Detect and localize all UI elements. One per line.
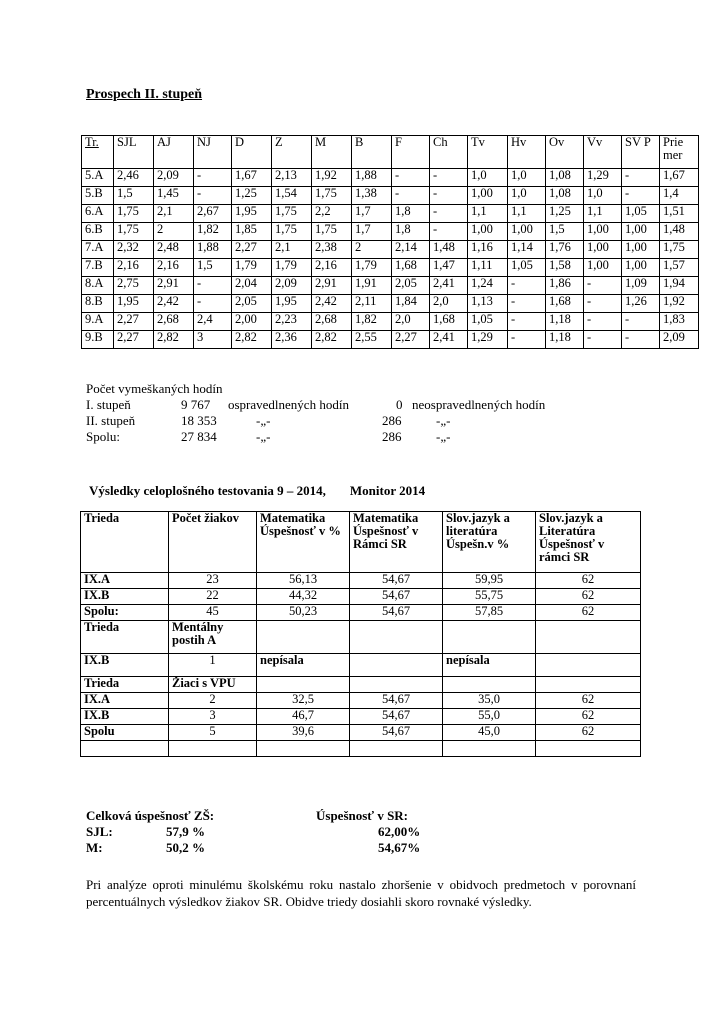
page-heading: Prospech II. stupeň: [86, 87, 203, 102]
column-header: SV P: [622, 136, 660, 169]
table-cell: [350, 654, 443, 677]
grade-cell: -: [584, 313, 622, 331]
grades-header-row: [82, 136, 699, 169]
table-cell: nepísala: [257, 654, 350, 677]
table-row: [81, 621, 641, 654]
grade-cell: 1,51: [660, 205, 699, 223]
absence-label: I. stupeň: [86, 397, 131, 412]
grade-cell: 3: [194, 331, 232, 349]
table-cell: 54,67: [350, 605, 443, 621]
grade-cell: 1,00: [468, 223, 508, 241]
grade-cell: 2,0: [430, 295, 468, 313]
grade-cell: 1,75: [312, 223, 352, 241]
grade-cell: 2,09: [660, 331, 699, 349]
grade-cell: 1,08: [546, 187, 584, 205]
grade-cell: 1,7: [352, 223, 392, 241]
grade-cell: 1,0: [584, 187, 622, 205]
grade-cell: 1,00: [508, 223, 546, 241]
grade-cell: 1,00: [622, 241, 660, 259]
table-row: [82, 205, 699, 223]
grade-cell: 1,25: [546, 205, 584, 223]
grade-cell: 2,75: [114, 277, 154, 295]
column-header: Ov: [546, 136, 584, 169]
grade-cell: -: [430, 223, 468, 241]
table-cell: [536, 677, 641, 693]
table-cell: 23: [169, 573, 257, 589]
absence-count: 27 834: [181, 429, 217, 444]
column-header: Vv: [584, 136, 622, 169]
grade-cell: 1,05: [468, 313, 508, 331]
table-cell: 22: [169, 589, 257, 605]
grade-cell: 1,75: [312, 187, 352, 205]
table-cell: IX.B: [81, 709, 169, 725]
grade-cell: 2: [154, 223, 194, 241]
grade-cell: 1,26: [622, 295, 660, 313]
class-cell: 6.B: [82, 223, 114, 241]
grade-cell: 2,91: [154, 277, 194, 295]
grade-cell: 1,79: [272, 259, 312, 277]
grade-cell: 2,27: [114, 313, 154, 331]
grade-cell: -: [508, 313, 546, 331]
grade-cell: 1,79: [232, 259, 272, 277]
absence-count2: 0: [396, 397, 403, 412]
absence-count2: 286: [382, 413, 402, 428]
table-cell: 50,23: [257, 605, 350, 621]
grade-cell: 2,1: [154, 205, 194, 223]
column-header: NJ: [194, 136, 232, 169]
grade-cell: 1,48: [660, 223, 699, 241]
grade-cell: 1,75: [660, 241, 699, 259]
table-cell: Spolu: [81, 725, 169, 741]
grade-cell: 1,88: [352, 169, 392, 187]
grade-cell: 2: [352, 241, 392, 259]
column-header: Tv: [468, 136, 508, 169]
class-cell: 9.A: [82, 313, 114, 331]
table-row: [81, 573, 641, 589]
absence-title: Počet vymeškaných hodín: [86, 381, 223, 396]
class-cell: 7.B: [82, 259, 114, 277]
grade-cell: 2,16: [154, 259, 194, 277]
grade-cell: 1,1: [508, 205, 546, 223]
empty-cell: [350, 741, 443, 757]
grade-cell: 2,82: [232, 331, 272, 349]
table-cell: 1: [169, 654, 257, 677]
grade-cell: -: [430, 205, 468, 223]
grade-cell: 1,5: [194, 259, 232, 277]
grade-cell: 1,95: [114, 295, 154, 313]
grade-cell: 2,67: [194, 205, 232, 223]
grade-cell: 2,46: [114, 169, 154, 187]
grade-cell: 1,54: [272, 187, 312, 205]
column-header: F: [392, 136, 430, 169]
testing-title: [89, 483, 425, 499]
table-cell: [350, 621, 443, 654]
grade-cell: 1,09: [622, 277, 660, 295]
table-row: [81, 512, 641, 573]
table-cell: Trieda: [81, 677, 169, 693]
grade-cell: 1,18: [546, 331, 584, 349]
table-cell: 54,67: [350, 573, 443, 589]
grade-cell: 1,91: [352, 277, 392, 295]
grade-cell: 1,94: [660, 277, 699, 295]
grade-cell: 1,08: [546, 169, 584, 187]
table-cell: 32,5: [257, 693, 350, 709]
absence-kind2: neospravedlnených hodín: [412, 397, 546, 412]
grade-cell: 2,11: [352, 295, 392, 313]
class-cell: 8.A: [82, 277, 114, 295]
table-cell: IX.B: [81, 654, 169, 677]
grade-cell: -: [430, 187, 468, 205]
grade-cell: 1,7: [352, 205, 392, 223]
absence-count2: 286: [382, 429, 402, 444]
grade-cell: 1,5: [546, 223, 584, 241]
grade-cell: -: [194, 295, 232, 313]
class-cell: 5.A: [82, 169, 114, 187]
grade-cell: -: [622, 169, 660, 187]
grade-cell: 2,1: [272, 241, 312, 259]
summary-label: SJL:: [86, 824, 113, 839]
table-row: [82, 331, 699, 349]
table-cell: Trieda: [81, 512, 169, 573]
grade-cell: -: [194, 169, 232, 187]
table-cell: [257, 677, 350, 693]
grade-cell: 2,2: [312, 205, 352, 223]
grade-cell: 1,00: [584, 241, 622, 259]
grade-cell: 2,48: [154, 241, 194, 259]
grade-cell: 1,14: [508, 241, 546, 259]
grade-cell: 2,42: [312, 295, 352, 313]
grade-cell: 2,23: [272, 313, 312, 331]
table-row: [81, 605, 641, 621]
grade-cell: -: [622, 187, 660, 205]
grade-cell: 1,05: [508, 259, 546, 277]
grade-cell: 2,14: [392, 241, 430, 259]
grade-cell: 2,68: [312, 313, 352, 331]
grade-cell: 1,67: [660, 169, 699, 187]
grades-table: [81, 135, 699, 349]
class-cell: 6.A: [82, 205, 114, 223]
summary-sr-title: Úspešnosť v SR:: [316, 808, 409, 823]
grade-cell: 2,82: [154, 331, 194, 349]
summary-value: 57,9 %: [166, 824, 205, 839]
column-header: B: [352, 136, 392, 169]
grade-cell: 1,00: [622, 223, 660, 241]
table-row: [81, 589, 641, 605]
grade-cell: -: [584, 277, 622, 295]
table-cell: Matematika Úspešnosť v %: [257, 512, 350, 573]
grade-cell: 2,68: [154, 313, 194, 331]
grade-cell: 1,00: [468, 187, 508, 205]
column-header: Tr.: [82, 136, 114, 169]
grade-cell: 2,0: [392, 313, 430, 331]
grade-cell: 1,68: [546, 295, 584, 313]
empty-cell: [257, 741, 350, 757]
empty-cell: [536, 741, 641, 757]
class-cell: 5.B: [82, 187, 114, 205]
class-cell: 8.B: [82, 295, 114, 313]
table-cell: Počet žiakov: [169, 512, 257, 573]
table-cell: IX.A: [81, 573, 169, 589]
column-header: Hv: [508, 136, 546, 169]
grade-cell: 1,92: [312, 169, 352, 187]
grade-cell: 1,4: [660, 187, 699, 205]
table-row: [82, 169, 699, 187]
absence-label: Spolu:: [86, 429, 120, 444]
testing-table: [80, 511, 641, 757]
grade-cell: 2,13: [272, 169, 312, 187]
grade-cell: 1,95: [232, 205, 272, 223]
grade-cell: 2,36: [272, 331, 312, 349]
grade-cell: 1,05: [622, 205, 660, 223]
absence-kind2: -„-: [436, 413, 451, 428]
grade-cell: 1,16: [468, 241, 508, 259]
table-cell: 39,6: [257, 725, 350, 741]
grade-cell: 1,57: [660, 259, 699, 277]
grade-cell: 1,8: [392, 205, 430, 223]
grade-cell: 2,16: [312, 259, 352, 277]
table-cell: Mentálny postih A: [169, 621, 257, 654]
grade-cell: 2,27: [392, 331, 430, 349]
table-cell: 45: [169, 605, 257, 621]
absence-count: 18 353: [181, 413, 217, 428]
grade-cell: 2,05: [392, 277, 430, 295]
grade-cell: -: [194, 277, 232, 295]
grade-cell: 2,05: [232, 295, 272, 313]
empty-cell: [443, 741, 536, 757]
table-cell: Spolu:: [81, 605, 169, 621]
grade-cell: 1,00: [622, 259, 660, 277]
grade-cell: 2,42: [154, 295, 194, 313]
grade-cell: -: [508, 295, 546, 313]
grade-cell: -: [392, 187, 430, 205]
table-cell: Slov.jazyk a literatúra Úspešn.v %: [443, 512, 536, 573]
table-row: [81, 709, 641, 725]
grade-cell: 2,00: [232, 313, 272, 331]
table-cell: 56,13: [257, 573, 350, 589]
summary-sr: 62,00%: [378, 824, 421, 839]
table-cell: nepísala: [443, 654, 536, 677]
table-cell: 62: [536, 725, 641, 741]
table-row: [82, 313, 699, 331]
grade-cell: 1,75: [114, 205, 154, 223]
grade-cell: 1,58: [546, 259, 584, 277]
grade-cell: -: [622, 331, 660, 349]
table-row: [82, 223, 699, 241]
column-header: Ch: [430, 136, 468, 169]
table-row: [82, 187, 699, 205]
grade-cell: 1,29: [584, 169, 622, 187]
grade-cell: -: [584, 295, 622, 313]
analysis-paragraph: Pri analýze oproti minulému školskému roku nastalo zhoršenie v obidvoch predmetoch v porovnaní percentuálnych výsledkov žiakov SR. Obidve triedy dosiahli skoro rovnaké výsledky.: [86, 877, 636, 909]
grade-cell: 1,68: [430, 313, 468, 331]
summary-label: M:: [86, 840, 103, 855]
table-cell: 54,67: [350, 693, 443, 709]
grade-cell: 1,95: [272, 295, 312, 313]
grade-cell: -: [508, 331, 546, 349]
table-cell: 54,67: [350, 589, 443, 605]
table-cell: 62: [536, 709, 641, 725]
summary-sr: 54,67%: [378, 840, 421, 855]
table-cell: 45,0: [443, 725, 536, 741]
grade-cell: 2,82: [312, 331, 352, 349]
grade-cell: 1,88: [194, 241, 232, 259]
grade-cell: 1,83: [660, 313, 699, 331]
grade-cell: 1,5: [114, 187, 154, 205]
table-cell: 2: [169, 693, 257, 709]
table-cell: 44,32: [257, 589, 350, 605]
grade-cell: 1,00: [584, 259, 622, 277]
grade-cell: 2,04: [232, 277, 272, 295]
table-row: [82, 259, 699, 277]
column-header: SJL: [114, 136, 154, 169]
grade-cell: 1,29: [468, 331, 508, 349]
table-cell: 59,95: [443, 573, 536, 589]
summary-school-title: Celková úspešnosť ZŠ:: [86, 808, 215, 823]
absence-kind: -„-: [256, 413, 271, 428]
table-cell: 62: [536, 605, 641, 621]
table-cell: 54,67: [350, 709, 443, 725]
table-row: [82, 241, 699, 259]
grade-cell: -: [508, 277, 546, 295]
grade-cell: 2,27: [114, 331, 154, 349]
absence-kind2: -„-: [436, 429, 451, 444]
table-cell: [443, 677, 536, 693]
table-cell: 62: [536, 573, 641, 589]
table-cell: Slov.jazyk a Literatúra Úspešnosť v rámci SR: [536, 512, 641, 573]
grade-cell: 1,86: [546, 277, 584, 295]
empty-cell: [169, 741, 257, 757]
table-cell: Matematika Úspešnosť v Rámci SR: [350, 512, 443, 573]
grade-cell: 2,09: [154, 169, 194, 187]
table-cell: [536, 621, 641, 654]
table-cell: 55,75: [443, 589, 536, 605]
grade-cell: 1,79: [352, 259, 392, 277]
grade-cell: 2,4: [194, 313, 232, 331]
table-cell: [257, 621, 350, 654]
grade-cell: 1,0: [468, 169, 508, 187]
testing-title-text: Výsledky celoplošného testovania 9 – 2014,: [89, 483, 326, 498]
table-cell: 54,67: [350, 725, 443, 741]
grade-cell: -: [622, 313, 660, 331]
table-cell: 3: [169, 709, 257, 725]
grade-cell: 1,25: [232, 187, 272, 205]
grade-cell: 1,67: [232, 169, 272, 187]
grade-cell: 2,38: [312, 241, 352, 259]
empty-cell: [81, 741, 169, 757]
grade-cell: 1,47: [430, 259, 468, 277]
summary-value: 50,2 %: [166, 840, 205, 855]
grade-cell: 1,76: [546, 241, 584, 259]
class-cell: 9.B: [82, 331, 114, 349]
grade-cell: 1,11: [468, 259, 508, 277]
grade-cell: 2,27: [232, 241, 272, 259]
table-row: [81, 677, 641, 693]
grade-cell: 2,55: [352, 331, 392, 349]
grade-cell: 1,75: [114, 223, 154, 241]
grade-cell: 1,68: [392, 259, 430, 277]
table-row: [82, 295, 699, 313]
table-row: [81, 693, 641, 709]
grade-cell: 1,75: [272, 205, 312, 223]
table-cell: [536, 654, 641, 677]
grade-cell: 1,0: [508, 169, 546, 187]
grade-cell: -: [392, 169, 430, 187]
absence-kind: ospravedlnených hodín: [228, 397, 349, 412]
grade-cell: 1,18: [546, 313, 584, 331]
grade-cell: 1,1: [584, 205, 622, 223]
table-cell: Žiaci s VPU: [169, 677, 257, 693]
grade-cell: 2,91: [312, 277, 352, 295]
testing-monitor: Monitor 2014: [349, 483, 426, 498]
grade-cell: 1,13: [468, 295, 508, 313]
grade-cell: 1,8: [392, 223, 430, 241]
grade-cell: 1,84: [392, 295, 430, 313]
absence-count: 9 767: [181, 397, 211, 412]
class-cell: 7.A: [82, 241, 114, 259]
grade-cell: 1,38: [352, 187, 392, 205]
grade-cell: 1,45: [154, 187, 194, 205]
absence-label: II. stupeň: [86, 413, 136, 428]
table-cell: [443, 621, 536, 654]
table-cell: IX.A: [81, 693, 169, 709]
grade-cell: 1,82: [194, 223, 232, 241]
column-header: D: [232, 136, 272, 169]
grade-cell: 1,92: [660, 295, 699, 313]
table-cell: 5: [169, 725, 257, 741]
grade-cell: 1,48: [430, 241, 468, 259]
grade-cell: 2,09: [272, 277, 312, 295]
grade-cell: -: [584, 331, 622, 349]
grade-cell: -: [430, 169, 468, 187]
column-header: M: [312, 136, 352, 169]
grade-cell: 1,24: [468, 277, 508, 295]
table-row: [81, 654, 641, 677]
grade-cell: 2,41: [430, 277, 468, 295]
table-cell: IX.B: [81, 589, 169, 605]
table-row: [81, 725, 641, 741]
table-cell: 62: [536, 589, 641, 605]
grade-cell: 1,82: [352, 313, 392, 331]
table-cell: [350, 677, 443, 693]
grade-cell: 2,32: [114, 241, 154, 259]
grade-cell: 1,0: [508, 187, 546, 205]
column-header: AJ: [154, 136, 194, 169]
grade-cell: 1,1: [468, 205, 508, 223]
table-cell: 57,85: [443, 605, 536, 621]
grade-cell: 2,16: [114, 259, 154, 277]
table-cell: 35,0: [443, 693, 536, 709]
grade-cell: 1,00: [584, 223, 622, 241]
grade-cell: 2,41: [430, 331, 468, 349]
grade-cell: -: [194, 187, 232, 205]
table-cell: 46,7: [257, 709, 350, 725]
column-header: Z: [272, 136, 312, 169]
empty-row: [81, 741, 641, 757]
table-cell: Trieda: [81, 621, 169, 654]
table-row: [82, 277, 699, 295]
column-header: Prie mer: [660, 136, 699, 169]
table-cell: 55,0: [443, 709, 536, 725]
grade-cell: 1,85: [232, 223, 272, 241]
grade-cell: 1,75: [272, 223, 312, 241]
absence-kind: -„-: [256, 429, 271, 444]
table-cell: 62: [536, 693, 641, 709]
